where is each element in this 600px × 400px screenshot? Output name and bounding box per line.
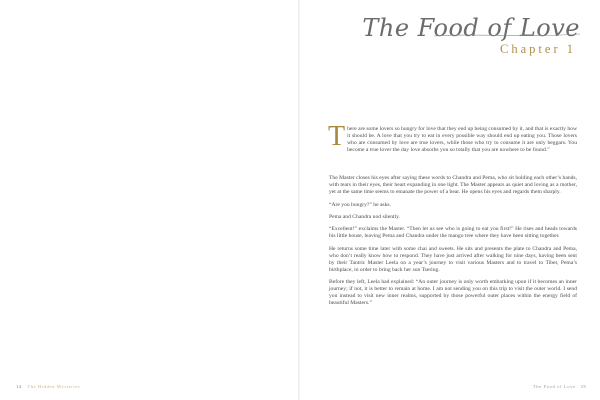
- left-footer: [16, 384, 80, 389]
- paragraph-1: [328, 121, 577, 170]
- paragraph-4: Pema and Chandra nod silently.: [329, 213, 400, 220]
- chapter-title: The Food of Love: [362, 14, 580, 42]
- right-running-head: The Food of Love: [532, 384, 576, 389]
- right-footer: [533, 384, 586, 389]
- paragraph-7: Before they left, Leela had explained: “An outer journey is only worth embarking upon if it becomes an inner journey; if not, it is better to remain at home. I am not sending you on this trip to visit the outer world. I send you instead to visit new inner realms, supported by those powerful outer places within the energy field of beautiful Masters.”: [329, 279, 577, 307]
- paragraph-1-text: here are some lovers so hungry for love that they end up being consumed by it, and that is exactly how it should be. A love that you try to eat in every possible way should end up eating you. Those lovers who are consumed by love are true lovers, while those who try to consume it are only beggars. You become a true lover the day love absorbs you so totally that you are nowhere to be found.”: [347, 126, 577, 154]
- drop-cap: T: [328, 121, 346, 152]
- title-flourish: [432, 32, 582, 38]
- chapter-body: [328, 121, 577, 313]
- paragraph-6: He returns some time later with some chai and sweets. He sits and presents the plate to Chandra and Pema, who don’t really know how to respond. They have just arrived after walking for nine days, having been sent by their Tantric Master Leela on a year’s journey to visit various Masters and to travel to Tibet, Pema’s birthplace, in order to bring back her son Tsering.: [329, 245, 577, 273]
- paragraph-3: “Are you hungry?” he asks.: [329, 201, 391, 208]
- left-running-head: The Hidden Mysteries: [27, 384, 81, 389]
- left-page: [0, 0, 299, 400]
- paragraph-5: “Excellent!” exclaims the Master. “Then let us see who is going to eat you first!” He rises and heads towards his little house, leaving Pema and Chandra under the mango tree where they have been sitting together.: [329, 226, 577, 240]
- paragraph-2: The Master closes his eyes after saying these words to Chandra and Pema, who sit holding each other’s hands, with tears in their eyes, their heart expanding in one light. The Master appears as quiet and loving as a mother, yet at the same time seems to emanate the power of a bear. He opens his eyes and regards them sharply.: [329, 175, 577, 196]
- left-page-number: 14: [16, 384, 22, 389]
- chapter-number: Chapter 1: [500, 42, 576, 56]
- right-page-number: 15: [580, 384, 586, 389]
